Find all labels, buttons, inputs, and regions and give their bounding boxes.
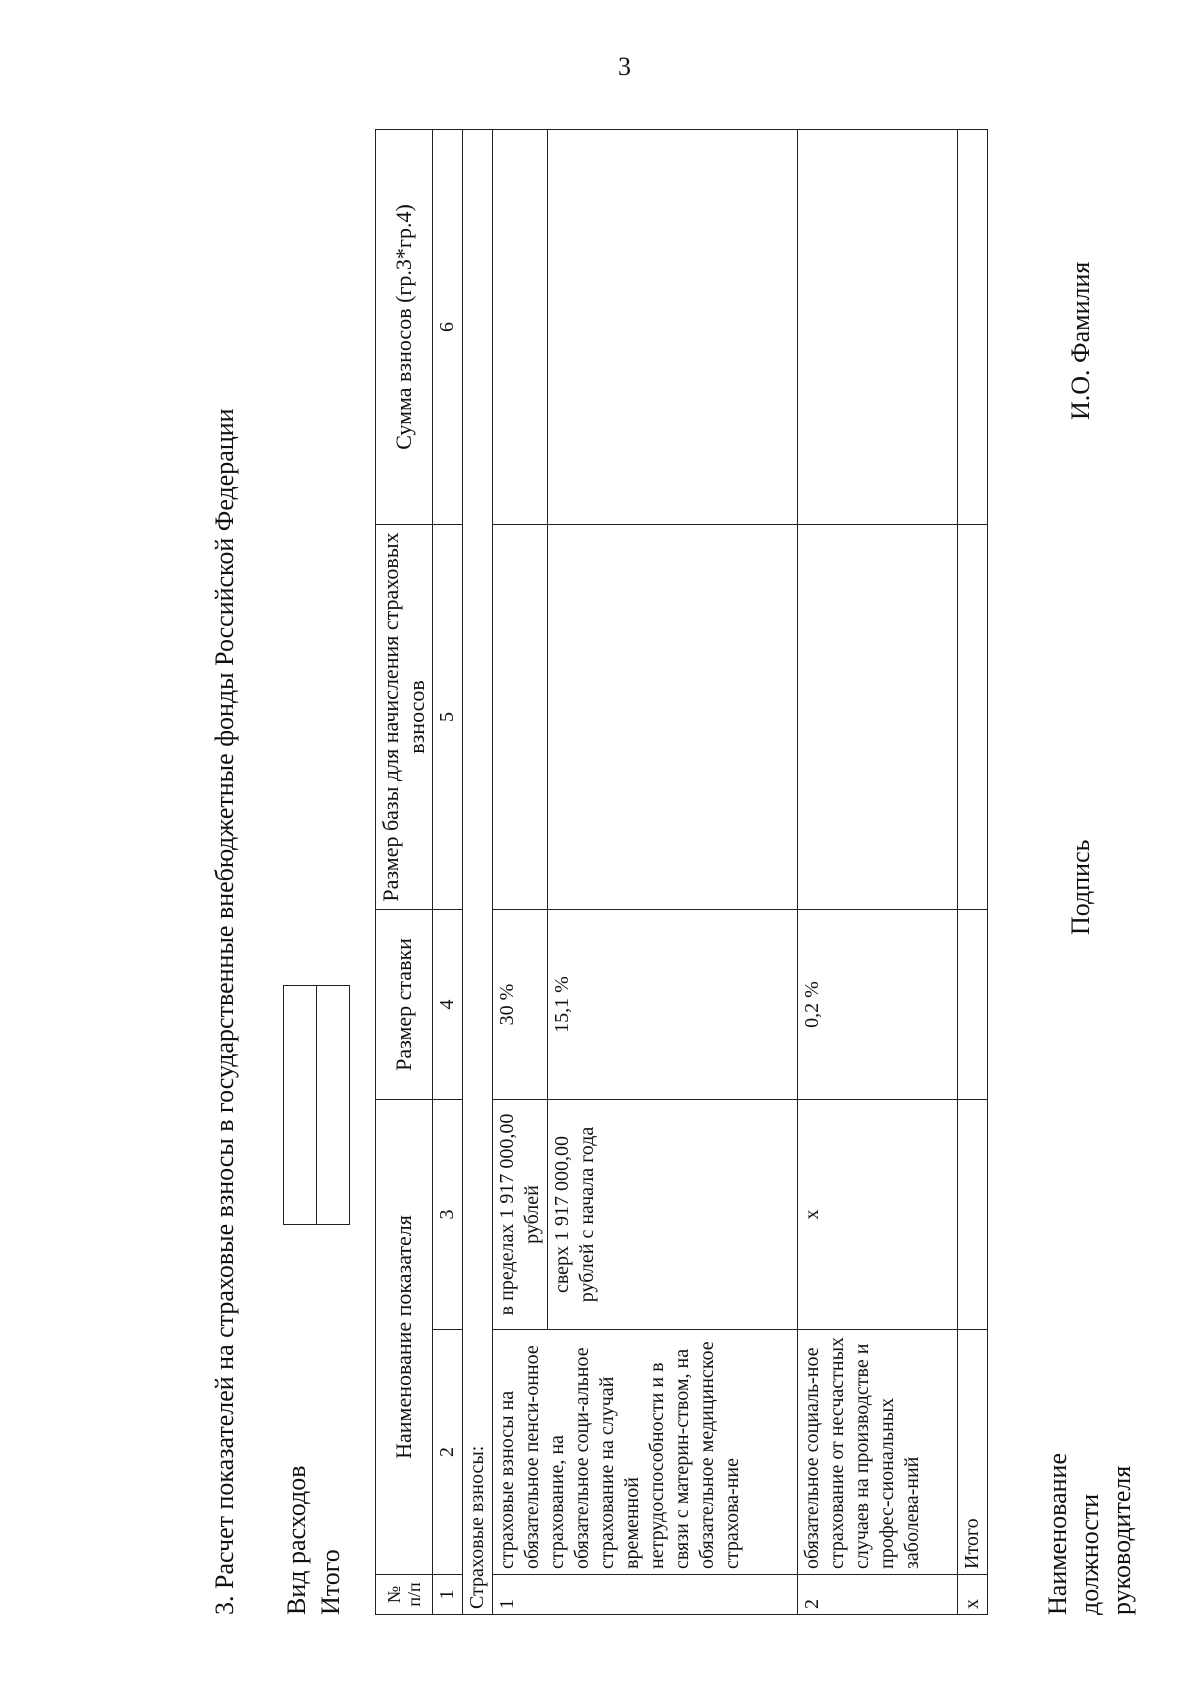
total-limit-cell bbox=[958, 1099, 988, 1329]
header-sum: Сумма взносов (гр.3*гр.4) bbox=[376, 129, 433, 524]
limit-cell: сверх 1 917 000,00 рублей с начала года bbox=[548, 1099, 798, 1329]
col-number: 2 bbox=[433, 1330, 463, 1575]
total-num: х bbox=[958, 1575, 988, 1615]
page-title: 3. Расчет показателей на страховые взносы в государственные внебюджетные фонды Российской Федерации bbox=[210, 408, 239, 1615]
total-rate-cell bbox=[958, 909, 988, 1099]
col-number: 3 bbox=[433, 1099, 463, 1329]
signature-sign: Подпись bbox=[1066, 839, 1095, 935]
header-rate: Размер ставки bbox=[376, 909, 433, 1099]
section-title: Страховые взносы: bbox=[463, 129, 493, 1614]
rate-cell: 0,2 % bbox=[798, 909, 958, 1099]
table-row bbox=[493, 129, 548, 1614]
header-num: № п/п bbox=[376, 1575, 433, 1615]
total-label: Итого bbox=[316, 1549, 345, 1615]
col-number: 1 bbox=[433, 1575, 463, 1615]
contributions-table bbox=[375, 129, 988, 1615]
expense-type-value-cell bbox=[284, 986, 317, 1225]
sum-cell bbox=[493, 129, 548, 524]
col-number: 6 bbox=[433, 129, 463, 524]
page-number: 3 bbox=[618, 52, 631, 81]
signature-name: И.О. Фамилия bbox=[1066, 261, 1095, 420]
total-row bbox=[958, 129, 988, 1614]
column-numbers-row bbox=[433, 129, 463, 1614]
col-number: 4 bbox=[433, 909, 463, 1099]
row-name: страховые взносы на обязательное пенси-онное страхование, на обязательное соци-альное страхование на случай временной нетрудоспособности и в связи с материн-ством, на обязательное медицинское страхова-ние bbox=[493, 1330, 798, 1575]
total-value-cell bbox=[317, 986, 350, 1225]
table-header-row bbox=[376, 129, 433, 1614]
base-cell bbox=[548, 524, 798, 909]
signature-position: Наименование должности руководителя bbox=[1043, 1453, 1136, 1615]
header-base: Размер базы для начисления страховых взносов bbox=[376, 524, 433, 909]
sum-cell bbox=[548, 129, 798, 524]
base-cell bbox=[493, 524, 548, 909]
total-sum-cell bbox=[958, 129, 988, 524]
limit-cell: х bbox=[798, 1099, 958, 1329]
total-name: Итого bbox=[958, 1330, 988, 1575]
table-row bbox=[798, 129, 958, 1614]
expense-type-block bbox=[280, 1466, 348, 1616]
row-name: обязательное социаль-ное страхование от несчастных случаев на производстве и профес-сиональных заболева-ний bbox=[798, 1330, 958, 1575]
rotated-sheet bbox=[210, 55, 1140, 1615]
base-cell bbox=[798, 524, 958, 909]
rate-cell: 30 % bbox=[493, 909, 548, 1099]
row-number: 1 bbox=[493, 1575, 798, 1615]
expense-type-label: Вид расходов bbox=[282, 1465, 311, 1615]
expense-type-box bbox=[283, 985, 350, 1225]
limit-cell: в пределах 1 917 000,00 рублей bbox=[493, 1099, 548, 1329]
sum-cell bbox=[798, 129, 958, 524]
col-number: 5 bbox=[433, 524, 463, 909]
total-base-cell bbox=[958, 524, 988, 909]
row-number: 2 bbox=[798, 1575, 958, 1615]
section-row bbox=[463, 129, 493, 1614]
header-name: Наименование показателя bbox=[376, 1099, 433, 1574]
rate-cell: 15,1 % bbox=[548, 909, 798, 1099]
